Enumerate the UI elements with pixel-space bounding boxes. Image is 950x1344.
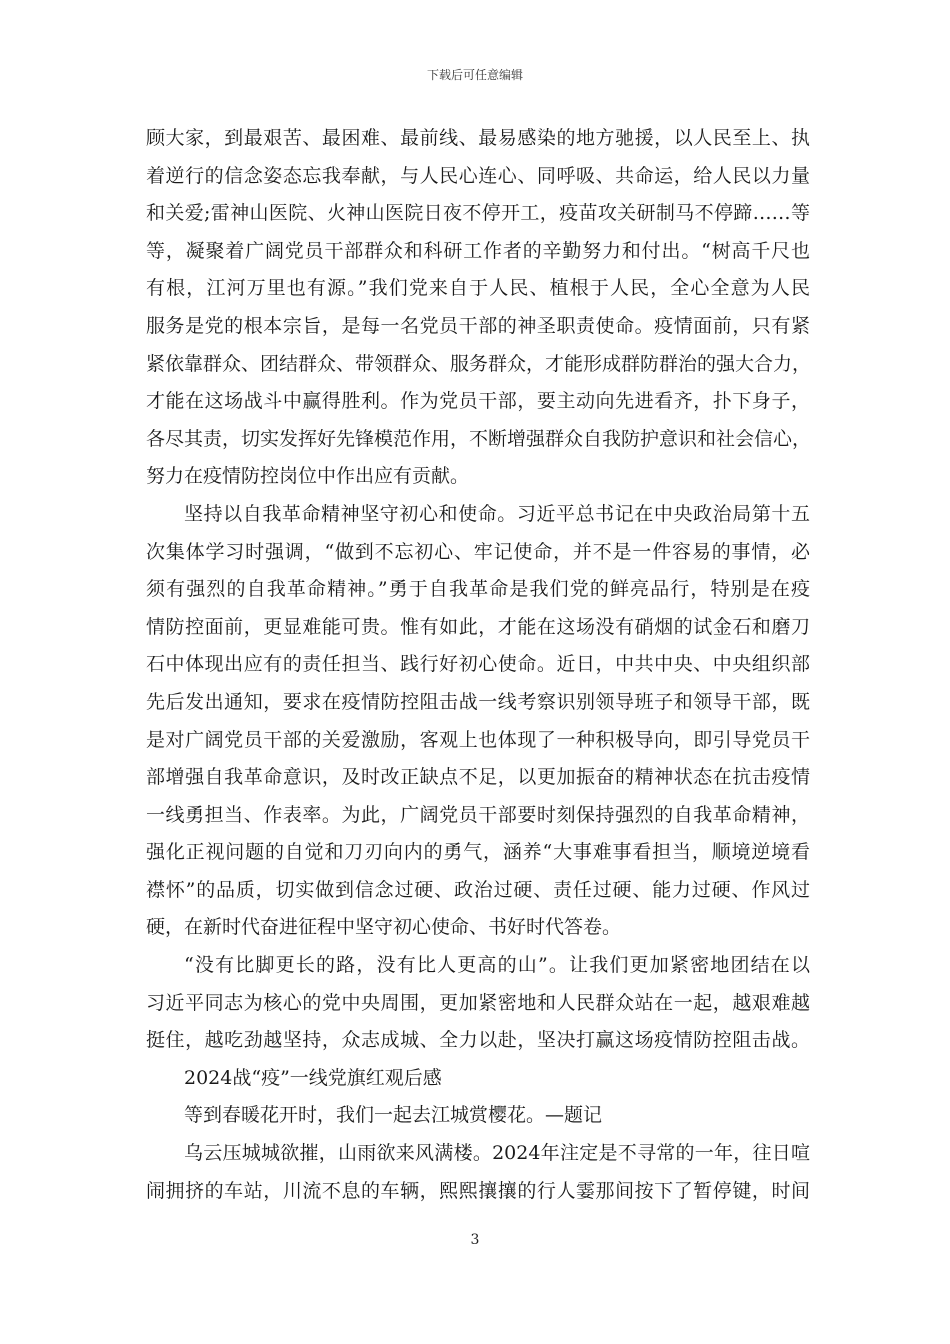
text-line: 情防控面前，更显难能可贵。惟有如此，才能在这场没有硝烟的试金石和磨刀 xyxy=(146,615,810,638)
text-line: 等到春暖花开时，我们一起去江城赏樱花。—题记 xyxy=(184,1104,603,1127)
page-number: 3 xyxy=(470,1232,480,1248)
text-line: 等，凝聚着广阔党员干部群众和科研工作者的辛勤努力和付出。“树高千尺也 xyxy=(146,239,810,262)
text-line: 闹拥挤的车站，川流不息的车辆，熙熙攘攘的行人霎那间按下了暂停键，时间 xyxy=(146,1179,810,1202)
text-line: 有根，江河万里也有源。”我们党来自于人民、植根于人民，全心全意为人民 xyxy=(146,277,810,300)
text-line: 各尽其责，切实发挥好先锋模范作用，不断增强群众自我防护意识和社会信心， xyxy=(146,427,812,450)
text-line: 硬，在新时代奋进征程中坚守初心使命、书好时代答卷。 xyxy=(146,916,622,939)
text-line: 和关爱;雷神山医院、火神山医院日夜不停开工，疫苗攻关研制马不停蹄……等 xyxy=(146,202,810,225)
text-line: 服务是党的根本宗旨，是每一名党员干部的神圣职责使命。疫情面前，只有紧 xyxy=(146,314,810,337)
text-line: 坚持以自我革命精神坚守初心和使命。习近平总书记在中央政治局第十五 xyxy=(184,502,810,525)
text-line: 次集体学习时强调，“做到不忘初心、牢记使命，并不是一件容易的事情，必 xyxy=(146,540,810,563)
text-line: 紧依靠群众、团结群众、带领群众、服务群众，才能形成群防群治的强大合力， xyxy=(146,352,812,375)
text-line: 须有强烈的自我革命精神。”勇于自我革命是我们党的鲜亮品行，特别是在疫 xyxy=(146,578,810,601)
page-header: 下载后可任意编辑 xyxy=(426,68,523,82)
text-line: 石中体现出应有的责任担当、践行好初心使命。近日，中共中央、中央组织部 xyxy=(146,653,810,676)
text-line: 才能在这场战斗中赢得胜利。作为党员干部，要主动向先进看齐，扑下身子， xyxy=(146,390,810,413)
text-line: 努力在疫情防控岗位中作出应有贡献。 xyxy=(146,465,470,488)
text-line: “没有比脚更长的路，没有比人更高的山”。让我们更加紧密地团结在以 xyxy=(184,954,810,977)
text-line: 襟怀”的品质，切实做到信念过硬、政治过硬、责任过硬、能力过硬、作风过 xyxy=(146,878,810,901)
text-line: 是对广阔党员干部的关爱激励，客观上也体现了一种积极导向，即引导党员干 xyxy=(146,728,810,751)
text-line: 一线勇担当、作表率。为此，广阔党员干部要时刻保持强烈的自我革命精神， xyxy=(146,803,810,826)
text-line: 先后发出通知，要求在疫情防控阻击战一线考察识别领导班子和领导干部，既 xyxy=(146,690,810,713)
text-line: 部增强自我革命意识，及时改正缺点不足，以更加振奋的精神状态在抗击疫情 xyxy=(146,766,810,789)
document-body xyxy=(146,120,810,1210)
text-line: 着逆行的信念姿态忘我奉献，与人民心连心、同呼吸、共命运，给人民以力量 xyxy=(146,164,810,187)
text-line: 习近平同志为核心的党中央周围，更加紧密地和人民群众站在一起，越艰难越 xyxy=(146,991,810,1014)
text-line: 顾大家，到最艰苦、最困难、最前线、最易感染的地方驰援，以人民至上、执 xyxy=(146,127,810,149)
text-line: 乌云压城城欲摧，山雨欲来风满楼。2024年注定是不寻常的一年，往日喧 xyxy=(184,1142,810,1165)
text-line: 挺住，越吃劲越坚持，众志成城、全力以赴，坚决打赢这场疫情防控阻击战。 xyxy=(146,1029,810,1052)
text-line: 强化正视问题的自觉和刀刃向内的勇气，涵养“大事难事看担当，顺境逆境看 xyxy=(146,841,810,864)
text-line: 2024战“疫”一线党旗红观后感 xyxy=(184,1066,442,1089)
